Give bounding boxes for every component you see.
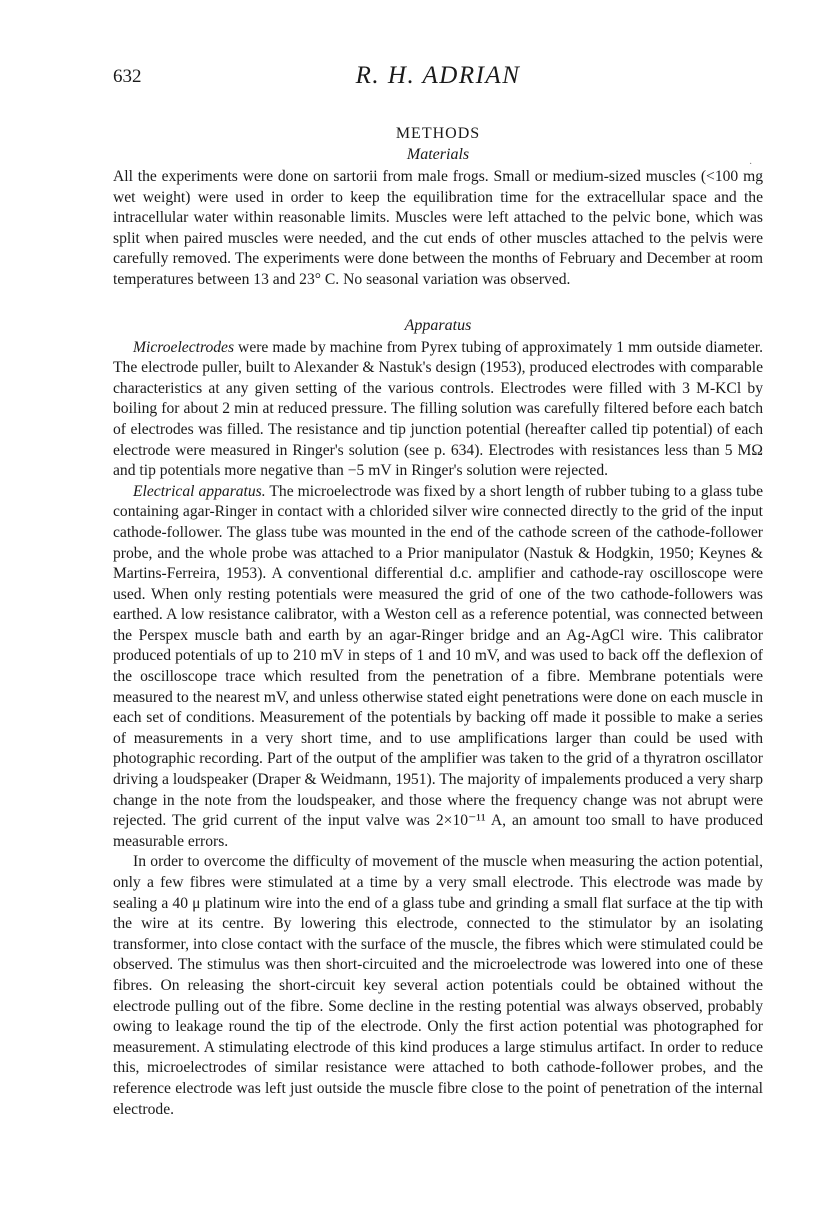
stray-mark: · [749,159,753,170]
subheading-apparatus: Apparatus [404,316,472,334]
electrical-apparatus-text: The microelectrode was fixed by a short length of rubber tubing to a glass tube containing agar-Ringer in contact with a chlorided silver wire connected directly to the grid of the input cathode-follower. The glass tube was mounted in the end of the cathode screen of the cathode-follower probe, and the whole probe was attached to a Prior manipulator (Nastuk & Hodgkin, 1950; Keynes & Martins-Ferreira, 1953). A conventional differential d.c. amplifier and cathode-ray oscilloscope were used. When only resting potentials were measured the grid of one of the two cathode-followers was earthed. A low resistance calibrator, with a Weston cell as a reference potential, was connected between the Perspex muscle bath and earth by an agar-Ringer bridge and an Ag-AgCl wire. This calibrator produced potentials of up to 210 mV in steps of 1 and 10 mV, and was used to back off the deflexion of the oscilloscope trace which resulted from the penetration of a fibre. Membrane potentials were measured to the nearest mV, and unless otherwise stated eight penetrations were done on each muscle in each set of conditions. Measurement of the potentials by backing off made it possible to make a series of measurements in a very short time, and to use amplifications larger than could be used with photographic recording. Part of the output of the amplifier was taken to the grid of a thyratron oscillator driving a loudspeaker (Draper & Weidmann, 1951). The majority of impalements produced a very sharp change in the note from the loudspeaker, and those where the frequency change was not abrupt were rejected. The grid current of the input valve was 2×10⁻¹¹ A, an amount too small to have produced measurable errors. [113,482,763,850]
running-head-author: R. H. ADRIAN [355,62,521,89]
section-heading-methods: METHODS [395,125,481,142]
microelectrodes-text: were made by machine from Pyrex tubing of approximately 1 mm outside diameter. The electrode puller, built to Alexander & Nastuk's design (1953), produced electrodes with comparable characteristics at any given setting of the various controls. Electrodes were filled with 3 M-KCl by boiling for about 2 min at reduced pressure. The filling solution was carefully filtered before each batch of electrodes was filled. The resistance and tip junction potential (hereafter called tip potential) of each electrode were measured in Ringer's solution (see p. 634). Electrodes with resistances less than 5 MΩ and tip potentials more negative than −5 mV in Ringer's solution were rejected. [113,338,763,480]
electrical-apparatus-paragraph [113,482,763,853]
electrical-apparatus-run-in: Electrical apparatus. [133,482,266,500]
subheading-materials: Materials [406,146,470,163]
journal-page [113,62,763,1120]
microelectrodes-run-in: Microelectrodes [133,338,235,356]
page-number: 632 [113,66,142,87]
materials-paragraph: All the experiments were done on sartorii from male frogs. Small or medium-sized muscles (<100 mg wet weight) were used in order to keep the equilibration time for the extracellular space and the intracellular water within reasonable limits. Muscles were left attached to the pelvic bone, which was split when paired muscles were needed, and the cut ends of other muscles attached to the pelvis were carefully removed. The experiments were done between the months of February and December at room temperatures between 13 and 23° C. No seasonal variation was observed. [113,168,763,288]
action-potential-paragraph: In order to overcome the difficulty of movement of the muscle when measuring the action potential, only a few fibres were stimulated at a time by a very small electrode. This electrode was made by sealing a 40 μ platinum wire into the end of a glass tube and grinding a small flat surface at the tip with the wire at its centre. By lowering this electrode, connected to the stimulator by an isolating transformer, into close contact with the surface of the muscle, the fibres which were stimulated could be observed. The stimulus was then short-circuited and the microelectrode was lowered into one of these fibres. On releasing the short-circuit key several action potentials could be obtained without the electrode pulling out of the fibre. Some decline in the resting potential was always observed, probably owing to leakage round the tip of the electrode. Only the first action potential was photographed for measurement. A stimulating electrode of this kind produces a large stimulus artifact. In order to reduce this, microelectrodes of similar resistance were attached to both cathode-follower probes, and the reference electrode was left just outside the muscle fibre close to the point of penetration of the internal electrode. [113,853,763,1118]
page-header [113,62,763,102]
microelectrodes-paragraph [113,338,763,482]
